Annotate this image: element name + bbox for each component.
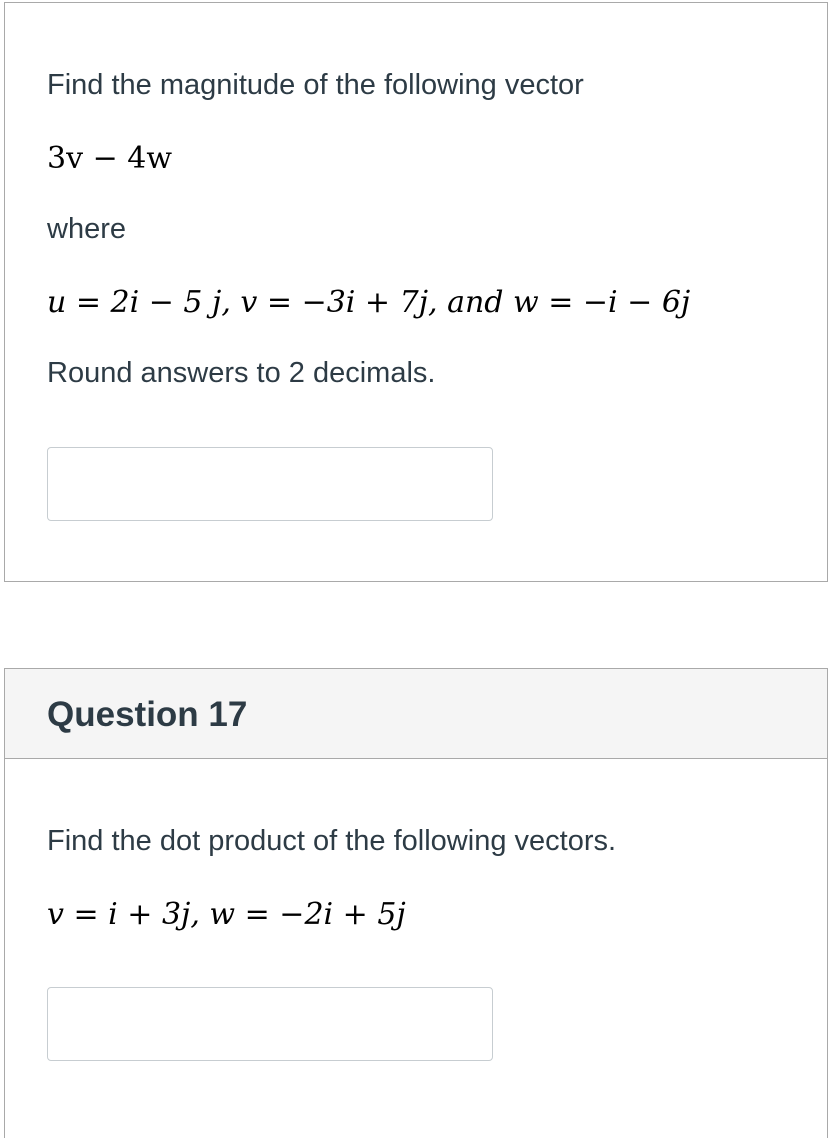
question-16-prompt: Find the magnitude of the following vector	[47, 69, 584, 101]
question-16-where-label: where	[47, 213, 126, 245]
question-17-answer-input[interactable]	[47, 987, 493, 1061]
question-16-definitions: u = 2i − 5 j, v = −3i + 7j, and w = −i − 6j	[47, 285, 691, 320]
question-17-title: Question 17	[47, 695, 248, 734]
question-16-answer-input[interactable]	[47, 447, 493, 521]
question-16-rounding-note: Round answers to 2 decimals.	[47, 357, 436, 389]
question-17-prompt: Find the dot product of the following vectors.	[47, 825, 617, 857]
question-16-card	[4, 2, 828, 582]
question-17-definitions: v = i + 3j, w = −2i + 5j	[47, 897, 406, 932]
question-17-header	[5, 669, 827, 759]
question-16-expression: 3v − 4w	[47, 141, 173, 176]
question-17-card	[4, 668, 828, 1138]
